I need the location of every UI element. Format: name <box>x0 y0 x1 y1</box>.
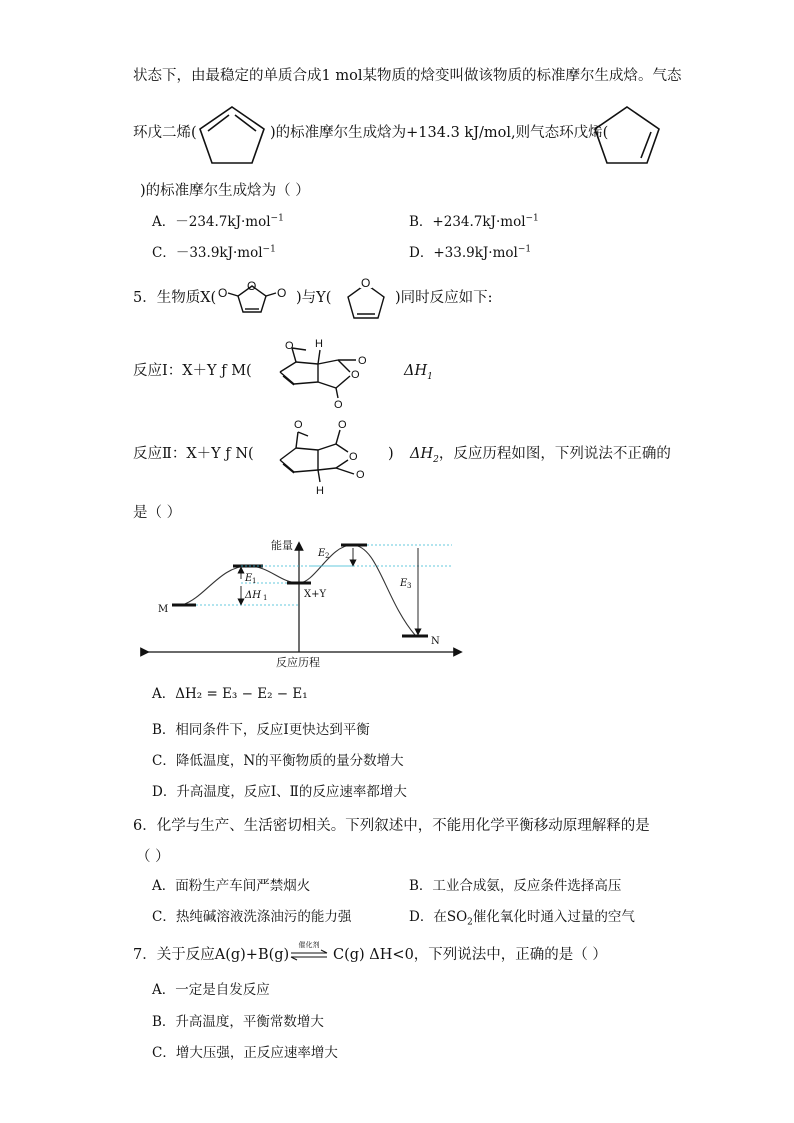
svg-text:O: O <box>351 369 360 381</box>
q6-option-a: A．面粉生产车间严禁烟火 <box>152 878 311 894</box>
intro-line-3: )的标准摩尔生成焓为（ ） <box>140 183 310 199</box>
svg-text:O: O <box>294 419 303 431</box>
label-n: N <box>431 636 440 647</box>
svg-text:O: O <box>277 286 287 300</box>
label-m: M <box>158 604 169 615</box>
q4-option-c: C．－33.9kJ·mol$^{-1}$ <box>152 244 276 261</box>
reaction-2-equation: 反应Ⅱ：X＋Y ƒ N( <box>133 446 254 462</box>
label-e1: E <box>245 573 253 584</box>
q5-option-c: C．降低温度，N的平衡物质的量分数增大 <box>152 753 404 769</box>
q6-option-b: B．工业合成氨，反应条件选择高压 <box>409 878 622 894</box>
svg-text:O: O <box>334 399 343 411</box>
svg-text:O: O <box>358 355 367 367</box>
intro-line-2-mid: )的标准摩尔生成焓为+134.3 kJ/mol,则气态环戊烯( <box>270 125 609 141</box>
q5-stem-post: )同时反应如下: <box>395 290 493 306</box>
label-xy: X+Y <box>304 589 327 600</box>
q7-option-a: A．一定是自发反应 <box>152 982 270 998</box>
label-e1-sub: 1 <box>252 577 257 585</box>
q7-catalyst-label: 催化剂 <box>298 941 320 949</box>
reaction-1-equation: 反应Ⅰ：X＋Y ƒ M( <box>133 363 252 379</box>
intro-line-1: 状态下，由最稳定的单质合成1 mol某物质的焓变叫做该物质的标准摩尔生成焓。气态 <box>133 68 682 84</box>
q7-stem-pre: 7．关于反应A(g)+B(g) <box>133 947 290 963</box>
q5-stem-end: 是（ ） <box>133 505 182 521</box>
q5-stem-pre: 5．生物质X( <box>133 290 217 306</box>
q4-option-b: B．+234.7kJ·mol$^{-1}$ <box>409 213 539 230</box>
label-e3: E <box>400 578 408 589</box>
svg-text:O: O <box>218 286 228 300</box>
q7-option-b: B．升高温度，平衡常数增大 <box>152 1014 324 1030</box>
q5-option-d: D．升高温度，反应Ⅰ、Ⅱ的反应速率都增大 <box>152 784 407 800</box>
x-axis-label: 反应历程 <box>276 656 320 669</box>
q5-option-b: B．相同条件下，反应Ⅰ更快达到平衡 <box>152 722 370 738</box>
svg-text:O: O <box>361 276 371 290</box>
label-e2-sub: 2 <box>325 552 330 560</box>
reaction-1-enthalpy: $\Delta H_1$ <box>404 363 433 382</box>
svg-text:O: O <box>349 451 358 463</box>
q7-stem-post: C(g) ΔH<0，下列说法中，正确的是（ ） <box>333 947 607 963</box>
label-e2: E <box>318 548 326 559</box>
intro-line-2-pre: 环戊二烯( <box>133 125 197 141</box>
q6-option-c: C．热纯碱溶液洗涤油污的能力强 <box>152 909 352 925</box>
q4-option-d: D．+33.9kJ·mol$^{-1}$ <box>409 244 532 261</box>
svg-text:O: O <box>338 419 347 431</box>
q6-stem: 6．化学与生产、生活密切相关。下列叙述中，不能用化学平衡移动原理解释的是 <box>133 818 650 834</box>
q5-stem-mid: )与Y( <box>296 290 332 306</box>
y-axis-label: 能量 <box>271 539 293 552</box>
q7-equilibrium-arrow <box>289 942 329 964</box>
svg-text:H: H <box>315 338 323 350</box>
svg-text:H: H <box>316 485 324 497</box>
reaction-2-enthalpy-and-stem: $\Delta H_2$，反应历程如图，下列说法不正确的 <box>410 446 671 465</box>
svg-text:O: O <box>356 469 365 481</box>
label-dh1-sub: 1 <box>263 594 268 602</box>
q7-option-c: C．增大压强，正反应速率增大 <box>152 1045 338 1061</box>
svg-text:O: O <box>247 279 257 293</box>
q6-option-d: D．在$SO_2$催化氧化时通入过量的空气 <box>409 909 635 928</box>
q4-option-a: A．－234.7kJ·mol$^{-1}$ <box>152 213 284 230</box>
label-e3-sub: 3 <box>407 582 412 590</box>
q5-option-a: A．ΔH₂ = E₃ − E₂ − E₁ <box>152 686 308 702</box>
q6-stem-paren: （ ） <box>136 849 170 865</box>
reaction-2-close-paren: ) <box>388 446 394 462</box>
svg-text:O: O <box>285 340 294 352</box>
label-dh1: ΔH <box>245 590 261 601</box>
